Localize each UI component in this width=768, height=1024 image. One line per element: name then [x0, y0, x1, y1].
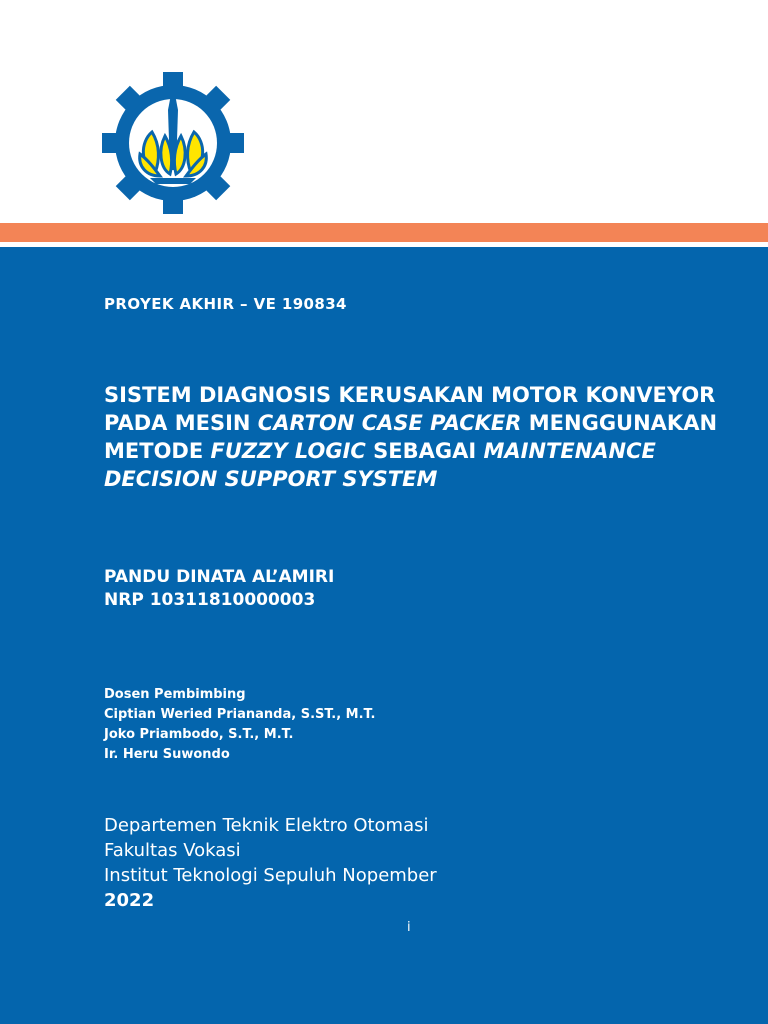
department: Departemen Teknik Elektro Otomasi: [104, 815, 429, 836]
faculty: Fakultas Vokasi: [104, 840, 241, 861]
author-name: PANDU DINATA AL’AMIRI: [104, 567, 335, 587]
advisor-name: Ir. Heru Suwondo: [104, 747, 230, 762]
page-number: i: [407, 920, 411, 935]
year: 2022: [104, 890, 155, 911]
advisors-block: [104, 685, 375, 765]
advisor-name: Ciptian Weried Priananda, S.ST., M.T.: [104, 707, 376, 722]
university: Institut Teknologi Sepuluh Nopember: [104, 865, 437, 886]
title-line-2: PADA MESIN CARTON CASE PACKER MENGGUNAKAN: [104, 411, 718, 435]
author-nrp: NRP 10311810000003: [104, 590, 316, 610]
orange-stripe: [0, 223, 768, 242]
institution-logo-icon: [100, 70, 246, 216]
title-line-3: METODE FUZZY LOGIC SEBAGAI MAINTENANCE: [104, 439, 656, 463]
author-block: [104, 566, 334, 612]
title-line-1: SISTEM DIAGNOSIS KERUSAKAN MOTOR KONVEYOR: [104, 383, 716, 407]
project-label: PROYEK AKHIR – VE 190834: [104, 295, 347, 313]
title-line-4: DECISION SUPPORT SYSTEM: [104, 467, 438, 491]
advisor-name: Joko Priambodo, S.T., M.T.: [104, 727, 294, 742]
thesis-title: [104, 381, 744, 493]
advisors-heading: Dosen Pembimbing: [104, 687, 246, 702]
institution-block: [104, 813, 437, 913]
